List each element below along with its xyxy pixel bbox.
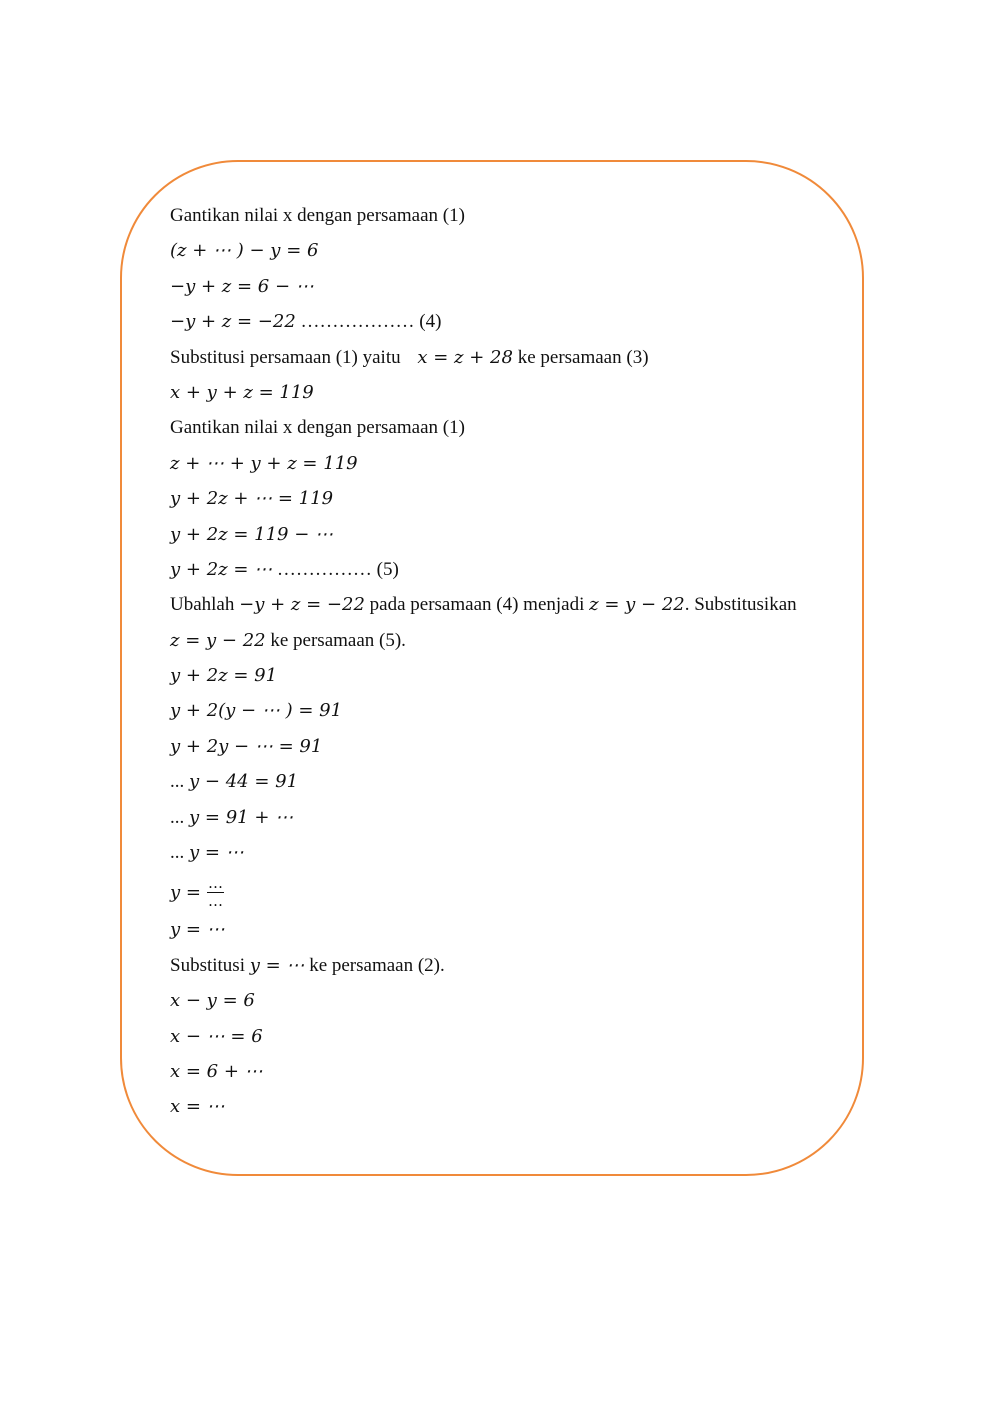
fraction	[207, 875, 224, 910]
equation-line: x − y = 6	[170, 990, 255, 1012]
equation-line: y + 2y − ⋯ = 91	[170, 735, 323, 757]
equation-line-4: −y + z = −22 ……………… (4)	[170, 311, 442, 333]
instruction-line: Substitusi y = ⋯ ke persamaan (2).	[170, 954, 445, 976]
equation-line: z + ⋯ + y + z = 119	[170, 452, 358, 474]
equation-line: y + 2z = 119 − ⋯	[170, 523, 334, 545]
instruction-line: Substitusi persamaan (1) yaitu x = z + 28 ke persamaan (3)	[170, 346, 649, 368]
instruction-line: Gantikan nilai x dengan persamaan (1)	[170, 417, 465, 439]
instruction-line: Gantikan nilai x dengan persamaan (1)	[170, 205, 465, 226]
instruction-line: z = y − 22 ke persamaan (5).	[170, 629, 406, 651]
equation-line-5: y + 2z = ⋯ …………… (5)	[170, 558, 399, 580]
equation-line: y + 2(y − ⋯ ) = 91	[170, 700, 343, 722]
equation-line: ... y − 44 = 91	[170, 771, 299, 793]
equation-line: y + 2z + ⋯ = 119	[170, 488, 334, 510]
fraction-equation	[170, 866, 850, 918]
equation-line: −y + z = 6 − ⋯	[170, 275, 314, 297]
instruction-line: Ubahlah −y + z = −22 pada persamaan (4) menjadi z = y − 22. Substitusikan	[170, 594, 797, 616]
worksheet-content	[170, 198, 850, 1125]
equation-line: x + y + z = 119	[170, 381, 314, 403]
equation-line: ... y = ⋯	[170, 842, 244, 864]
equation-line: y = ⋯	[170, 919, 225, 941]
fraction-numerator: …	[207, 873, 223, 892]
equation-line: (z + ⋯ ) − y = 6	[170, 240, 319, 262]
equation-line: x − ⋯ = 6	[170, 1025, 263, 1047]
equation-line: ... y = 91 + ⋯	[170, 806, 294, 828]
fraction-lhs: y =	[170, 881, 201, 903]
fraction-denominator: …	[207, 891, 223, 910]
equation-line: x = 6 + ⋯	[170, 1060, 263, 1082]
equation-line: x = ⋯	[170, 1096, 225, 1118]
equation-line: y + 2z = 91	[170, 665, 278, 687]
